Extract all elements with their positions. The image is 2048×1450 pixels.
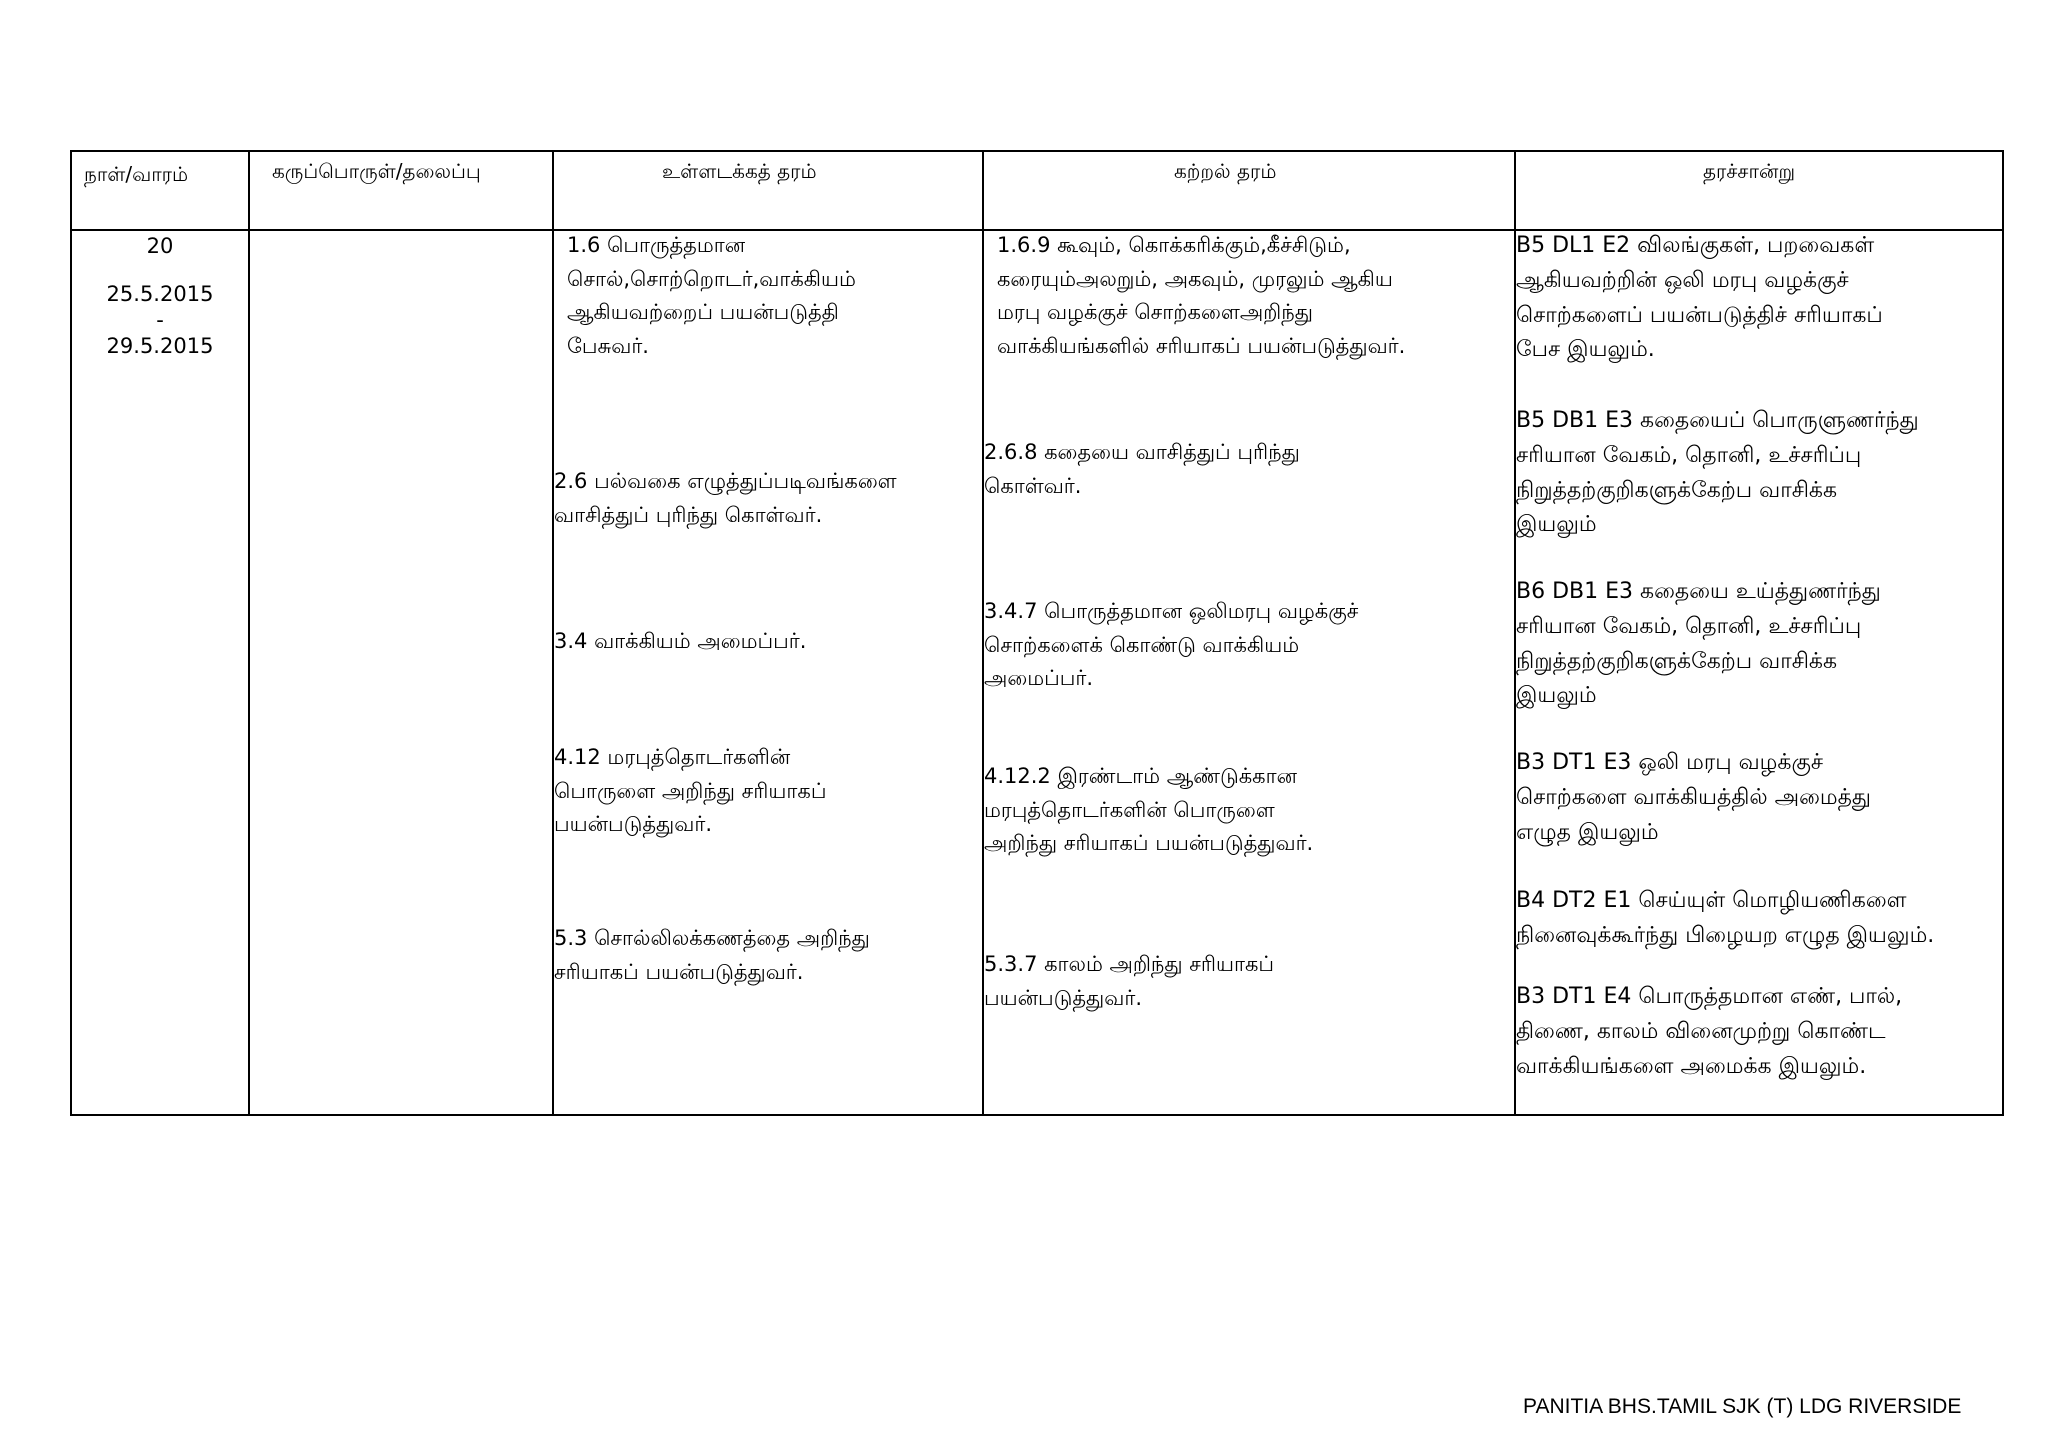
content-standard-3: 3.4 வாக்கியம் அமைப்பர். [554,629,807,653]
page-footer: PANITIA BHS.TAMIL SJK (T) LDG RIVERSIDE [1523,1395,1962,1418]
week-date-cell [72,230,248,364]
content-standard-1: 1.6 பொருத்தமான சொல்,சொற்றொடர்,வாக்கியம் ஆகியவற்றைப் பயன்படுத்தி பேசுவர். [567,233,856,358]
table-border-right [2002,150,2004,1116]
content-standard-4: 4.12 மரபுத்தொடர்களின் பொருளை அறிந்து சரியாகப் பயன்படுத்துவர். [554,745,827,837]
content-standard-2: 2.6 பல்வகை எழுத்துப்படிவங்களை வாசித்துப் புரிந்து கொள்வர். [554,469,897,527]
header-content-standard: உள்ளடக்கத் தரம் [662,159,817,183]
performance-standard-4: B3 DT1 E3 ஒலி மரபு வழக்குச் சொற்களை வாக்கியத்தில் அமைத்து எழுத இயலும் [1516,750,1872,845]
header-theme: கருப்பொருள்/தலைப்பு [272,159,481,183]
learning-standard-3: 3.4.7 பொருத்தமான ஒலிமரபு வழக்குச் சொற்களைக் கொண்டு வாக்கியம் அமைப்பர். [984,599,1359,691]
learning-standard-5: 5.3.7 காலம் அறிந்து சரியாகப் பயன்படுத்துவர். [984,952,1275,1010]
performance-standard-6: B3 DT1 E4 பொருத்தமான எண், பால், திணை, காலம் வினைமுற்று கொண்ட வாக்கியங்களை அமைக்க இயலும். [1516,984,1903,1079]
column-divider-1 [248,150,250,1116]
content-standard-5: 5.3 சொல்லிலக்கணத்தை அறிந்து சரியாகப் பயன்படுத்துவர். [554,926,870,984]
week-number: 20 [146,234,174,258]
date-separator: - [156,308,164,333]
table-border-bottom [71,1114,2003,1116]
performance-standard-1: B5 DL1 E2 விலங்குகள், பறவைகள் ஆகியவற்றின் ஒலி மரபு வழக்குச் சொற்களைப் பயன்படுத்திச் சரியாகப் பேச இயலும். [1516,233,1883,363]
header-learning-standard: கற்றல் தரம் [1174,159,1277,183]
date-start: 25.5.2015 [106,281,214,306]
performance-standard-3: B6 DB1 E3 கதையை உய்த்துணர்ந்து சரியான வேகம், தொனி, உச்சரிப்பு நிறுத்தற்குறிகளுக்கேற்ப வாசிக்க இயலும் [1516,579,1881,709]
learning-standard-1: 1.6.9 கூவும், கொக்கரிக்கும்,கீச்சிடும், கரையும்அலறும், அகவும், முரலும் ஆகிய மரபு வழக்குச் சொற்களைஅறிந்து வாக்கியங்களில் சரியாகப் பயன்படுத்துவர். [997,233,1406,358]
performance-standard-2: B5 DB1 E3 கதையைப் பொருளுணர்ந்து சரியான வேகம், தொனி, உச்சரிப்பு நிறுத்தற்குறிகளுக்கேற்ப வாசிக்க இயலும் [1516,408,1919,538]
performance-standard-5: B4 DT2 E1 செய்யுள் மொழியணிகளை நினைவுக்கூர்ந்து பிழையற எழுத இயலும். [1516,888,1935,948]
table-border-top [71,150,2003,152]
header-performance-standard: தரச்சான்று [1703,159,1796,183]
learning-standard-2: 2.6.8 கதையை வாசித்துப் புரிந்து கொள்வர். [984,440,1300,498]
learning-standard-4: 4.12.2 இரண்டாம் ஆண்டுக்கான மரபுத்தொடர்களின் பொருளை அறிந்து சரியாகப் பயன்படுத்துவர். [984,764,1314,856]
header-week: நாள்/வாரம் [84,162,189,186]
date-end: 29.5.2015 [106,334,214,359]
